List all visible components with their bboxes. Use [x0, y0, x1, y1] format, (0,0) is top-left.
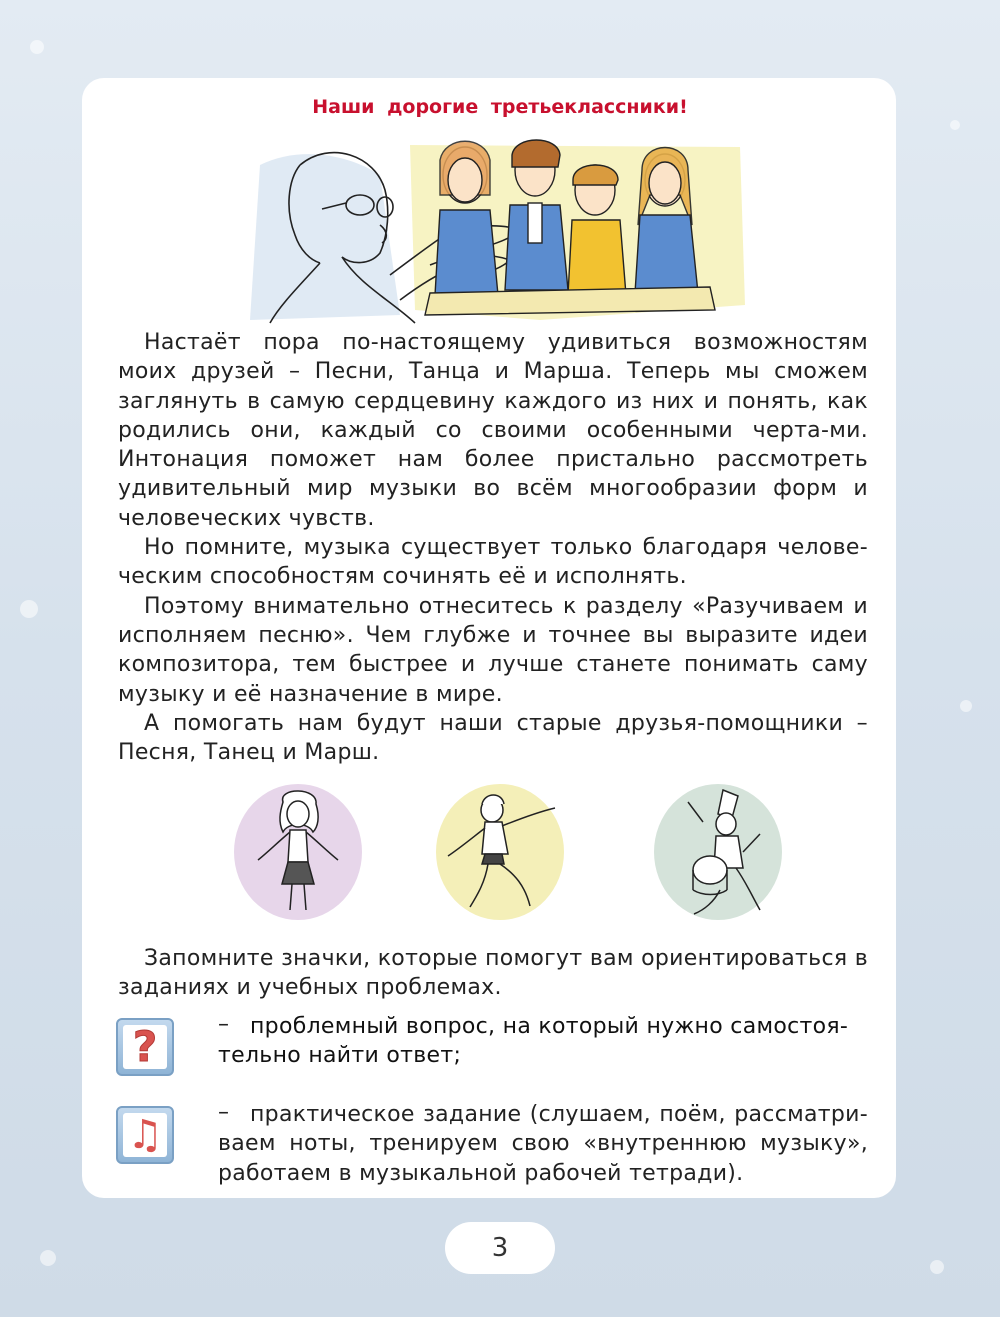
practice-legend-label: практическое задание (слушаем, поём, рассматри-ваем ноты, тренируем свою «внутреннюю музыку», работаем в музыкальной рабочей тетради). [218, 1102, 868, 1186]
music-glyph: ♫ [127, 1112, 163, 1158]
question-legend-text [218, 1012, 868, 1071]
dance-character-illustration [430, 782, 570, 922]
practice-dash: – [218, 1100, 229, 1125]
practice-legend-text [218, 1100, 868, 1188]
intro-text [118, 328, 868, 767]
intro-paragraph: Поэтому внимательно отнеситесь к разделу «Разучиваем и исполняем песню». Чем глубже и точнее вы выразите идеи композитора, тем быстрее и лучше станете понимать саму музыку и её назначение в мире. [118, 593, 868, 707]
song-character-illustration [228, 782, 368, 922]
legend-intro [118, 944, 868, 1003]
question-legend-label: проблемный вопрос, на который нужно самостоя-тельно найти ответ; [218, 1014, 849, 1069]
teacher-and-students-illustration [240, 135, 750, 325]
question-mark-icon-inner [123, 1022, 167, 1071]
question-mark-icon [116, 1018, 174, 1076]
intro-paragraph: Но помните, музыка существует только благодаря челове-ческим способностям сочинять её и исполнять. [118, 535, 868, 590]
music-note-icon [116, 1106, 174, 1164]
march-character-illustration [648, 782, 788, 922]
question-dash: – [218, 1012, 229, 1037]
question-glyph: ? [132, 1022, 158, 1071]
page-number: 3 [445, 1222, 555, 1274]
page-heading: Наши дорогие третьеклассники! [312, 96, 688, 118]
intro-paragraph: Настаёт пора по-настоящему удивиться возможностям моих друзей – Песни, Танца и Марша. Теперь мы сможем заглянуть в самую сердцевину каждого из них и понять, как родились они, каждый со своими особенными черта-ми. Интонация поможет нам более пристально рассмотреть удивительный мир музыки во всём многообразии форм и человеческих чувств. [118, 330, 868, 531]
legend-intro-text: Запомните значки, которые помогут вам ориентироваться в заданиях и учебных проблемах. [118, 946, 868, 1001]
intro-paragraph: А помогать нам будут наши старые друзья-помощники – Песня, Танец и Марш. [118, 710, 868, 766]
music-note-icon-inner [123, 1113, 167, 1157]
